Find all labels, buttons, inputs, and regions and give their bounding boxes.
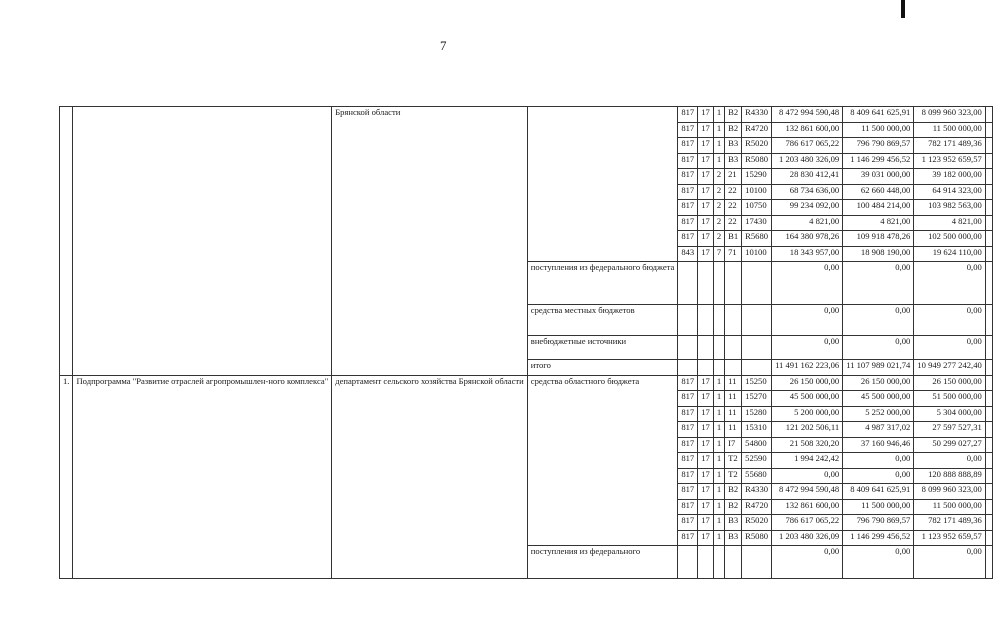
code-c4: 22 xyxy=(725,215,742,231)
empty-cell xyxy=(698,360,714,376)
empty-cell xyxy=(725,360,742,376)
code-c2: 17 xyxy=(698,391,714,407)
value-v2: 100 484 214,00 xyxy=(843,200,914,216)
code-c4: B2 xyxy=(725,499,742,515)
code-c5: 55680 xyxy=(742,468,772,484)
empty-cell xyxy=(985,391,992,407)
code-c3: 1 xyxy=(713,107,724,123)
value-v2: 0,00 xyxy=(843,262,914,305)
value-v2: 26 150 000,00 xyxy=(843,375,914,391)
value-v1: 99 234 092,00 xyxy=(772,200,843,216)
value-v3: 19 624 110,00 xyxy=(914,246,985,262)
code-c2: 17 xyxy=(698,122,714,138)
empty-cell xyxy=(985,153,992,169)
value-v1: 0,00 xyxy=(772,468,843,484)
code-c5: 54800 xyxy=(742,437,772,453)
value-v3: 11 500 000,00 xyxy=(914,499,985,515)
value-v2: 0,00 xyxy=(843,453,914,469)
code-c3: 1 xyxy=(713,484,724,500)
code-c1: 817 xyxy=(678,437,698,453)
value-v1: 786 617 065,22 xyxy=(772,515,843,531)
empty-cell xyxy=(985,546,992,579)
code-c5: R5080 xyxy=(742,530,772,546)
value-v3: 27 597 527,31 xyxy=(914,422,985,438)
empty-cell xyxy=(985,406,992,422)
value-v1: 4 821,00 xyxy=(772,215,843,231)
code-c2: 17 xyxy=(698,375,714,391)
empty-cell xyxy=(698,546,714,579)
code-c3: 1 xyxy=(713,375,724,391)
code-c2: 17 xyxy=(698,107,714,123)
code-c2: 17 xyxy=(698,422,714,438)
value-v3: 51 500 000,00 xyxy=(914,391,985,407)
value-v1: 0,00 xyxy=(772,336,843,360)
value-v3: 1 123 952 659,57 xyxy=(914,153,985,169)
value-v2: 4 987 317,02 xyxy=(843,422,914,438)
empty-cell xyxy=(742,360,772,376)
code-c1: 817 xyxy=(678,530,698,546)
value-v1: 5 200 000,00 xyxy=(772,406,843,422)
value-v1: 0,00 xyxy=(772,262,843,305)
empty-cell xyxy=(725,305,742,336)
value-v2: 11 500 000,00 xyxy=(843,499,914,515)
code-c5: 15270 xyxy=(742,391,772,407)
empty-cell xyxy=(985,107,992,123)
page-number: 7 xyxy=(440,38,447,53)
empty-cell xyxy=(985,437,992,453)
value-v2: 18 908 190,00 xyxy=(843,246,914,262)
code-c2: 17 xyxy=(698,484,714,500)
program-name-cell: Подпрограмма "Развитие отраслей агропромышлен-ного комплекса" xyxy=(73,375,332,579)
value-v2: 0,00 xyxy=(843,546,914,579)
empty-cell xyxy=(985,336,992,360)
empty-cell xyxy=(713,262,724,305)
value-v2: 796 790 869,57 xyxy=(843,515,914,531)
value-v2: 39 031 000,00 xyxy=(843,169,914,185)
code-c4: 22 xyxy=(725,184,742,200)
executor-cell: Брянской области xyxy=(332,107,528,376)
value-v2: 0,00 xyxy=(843,305,914,336)
code-c3: 1 xyxy=(713,138,724,154)
code-c2: 17 xyxy=(698,169,714,185)
code-c5: R4720 xyxy=(742,122,772,138)
code-c1: 817 xyxy=(678,422,698,438)
code-c2: 17 xyxy=(698,215,714,231)
empty-cell xyxy=(713,360,724,376)
code-c5: 15290 xyxy=(742,169,772,185)
code-c2: 17 xyxy=(698,138,714,154)
executor-cell: департамент сельского хозяйства Брянской области xyxy=(332,375,528,579)
empty-cell xyxy=(985,375,992,391)
code-c1: 817 xyxy=(678,515,698,531)
code-c2: 17 xyxy=(698,515,714,531)
value-v1: 121 202 506,11 xyxy=(772,422,843,438)
value-v1: 1 994 242,42 xyxy=(772,453,843,469)
code-c4: B3 xyxy=(725,138,742,154)
code-c1: 817 xyxy=(678,122,698,138)
value-v3: 4 821,00 xyxy=(914,215,985,231)
code-c3: 1 xyxy=(713,406,724,422)
code-c5: R5080 xyxy=(742,153,772,169)
value-v2: 796 790 869,57 xyxy=(843,138,914,154)
empty-cell xyxy=(678,336,698,360)
code-c3: 2 xyxy=(713,231,724,247)
empty-cell xyxy=(985,138,992,154)
value-v2: 0,00 xyxy=(843,336,914,360)
code-c5: 52590 xyxy=(742,453,772,469)
code-c3: 2 xyxy=(713,200,724,216)
value-v3: 0,00 xyxy=(914,546,985,579)
code-c5: 10100 xyxy=(742,246,772,262)
code-c1: 817 xyxy=(678,406,698,422)
empty-cell xyxy=(985,515,992,531)
code-c4: 11 xyxy=(725,422,742,438)
value-v3: 1 123 952 659,57 xyxy=(914,530,985,546)
code-c1: 817 xyxy=(678,138,698,154)
value-v1: 18 343 957,00 xyxy=(772,246,843,262)
code-c1: 817 xyxy=(678,499,698,515)
code-c4: T2 xyxy=(725,468,742,484)
code-c3: 1 xyxy=(713,391,724,407)
empty-cell xyxy=(985,530,992,546)
value-v1: 11 491 162 223,06 xyxy=(772,360,843,376)
code-c3: 1 xyxy=(713,437,724,453)
empty-cell xyxy=(678,546,698,579)
value-v1: 1 203 480 326,09 xyxy=(772,530,843,546)
value-v2: 8 409 641 625,91 xyxy=(843,107,914,123)
code-c2: 17 xyxy=(698,453,714,469)
scan-edge-mark xyxy=(901,0,905,18)
value-v2: 11 500 000,00 xyxy=(843,122,914,138)
empty-cell xyxy=(698,336,714,360)
empty-cell xyxy=(985,453,992,469)
code-c2: 17 xyxy=(698,437,714,453)
code-c3: 1 xyxy=(713,515,724,531)
value-v1: 68 734 636,00 xyxy=(772,184,843,200)
code-c1: 817 xyxy=(678,375,698,391)
empty-cell xyxy=(985,360,992,376)
empty-cell xyxy=(985,200,992,216)
code-c4: 21 xyxy=(725,169,742,185)
code-c1: 817 xyxy=(678,391,698,407)
value-v3: 782 171 489,36 xyxy=(914,515,985,531)
empty-cell xyxy=(678,360,698,376)
empty-cell xyxy=(985,246,992,262)
empty-cell xyxy=(713,336,724,360)
empty-cell xyxy=(725,546,742,579)
value-v2: 109 918 478,26 xyxy=(843,231,914,247)
value-v1: 164 380 978,26 xyxy=(772,231,843,247)
code-c3: 1 xyxy=(713,499,724,515)
code-c4: I7 xyxy=(725,437,742,453)
source-label: средства местных бюджетов xyxy=(527,305,678,336)
value-v2: 62 660 448,00 xyxy=(843,184,914,200)
source-label: внебюджетные источники xyxy=(527,336,678,360)
code-c1: 817 xyxy=(678,215,698,231)
code-c5: 15250 xyxy=(742,375,772,391)
code-c5: 15310 xyxy=(742,422,772,438)
program-name-cell xyxy=(73,107,332,376)
empty-cell xyxy=(742,336,772,360)
value-v2: 37 160 946,46 xyxy=(843,437,914,453)
source-label: итого xyxy=(527,360,678,376)
value-v3: 10 949 277 242,40 xyxy=(914,360,985,376)
code-c4: B3 xyxy=(725,515,742,531)
budget-table xyxy=(59,106,993,579)
empty-cell xyxy=(742,546,772,579)
code-c1: 817 xyxy=(678,184,698,200)
empty-cell xyxy=(985,422,992,438)
code-c5: R4720 xyxy=(742,499,772,515)
code-c5: 10750 xyxy=(742,200,772,216)
empty-cell xyxy=(985,215,992,231)
code-c3: 1 xyxy=(713,122,724,138)
value-v1: 45 500 000,00 xyxy=(772,391,843,407)
value-v3: 0,00 xyxy=(914,453,985,469)
value-v2: 4 821,00 xyxy=(843,215,914,231)
value-v3: 102 500 000,00 xyxy=(914,231,985,247)
code-c3: 1 xyxy=(713,530,724,546)
value-v3: 5 304 000,00 xyxy=(914,406,985,422)
value-v2: 1 146 299 456,52 xyxy=(843,153,914,169)
value-v2: 8 409 641 625,91 xyxy=(843,484,914,500)
code-c4: 71 xyxy=(725,246,742,262)
table-row xyxy=(60,107,993,123)
code-c4: 22 xyxy=(725,200,742,216)
empty-cell xyxy=(742,262,772,305)
code-c2: 17 xyxy=(698,246,714,262)
code-c2: 17 xyxy=(698,153,714,169)
empty-cell xyxy=(985,231,992,247)
code-c5: R5020 xyxy=(742,515,772,531)
code-c2: 17 xyxy=(698,200,714,216)
code-c4: 11 xyxy=(725,391,742,407)
code-c3: 2 xyxy=(713,215,724,231)
code-c2: 17 xyxy=(698,231,714,247)
code-c1: 817 xyxy=(678,153,698,169)
code-c4: B3 xyxy=(725,530,742,546)
value-v3: 39 182 000,00 xyxy=(914,169,985,185)
source-label: поступления из федерального бюджета xyxy=(527,262,678,305)
code-c4: B2 xyxy=(725,122,742,138)
table-row xyxy=(60,375,993,391)
row-number-cell xyxy=(60,107,73,376)
empty-cell xyxy=(698,305,714,336)
code-c5: 15280 xyxy=(742,406,772,422)
empty-cell xyxy=(725,336,742,360)
value-v3: 64 914 323,00 xyxy=(914,184,985,200)
value-v3: 8 099 960 323,00 xyxy=(914,107,985,123)
code-c1: 817 xyxy=(678,231,698,247)
code-c5: 10100 xyxy=(742,184,772,200)
empty-cell xyxy=(985,305,992,336)
value-v1: 786 617 065,22 xyxy=(772,138,843,154)
code-c4: 11 xyxy=(725,375,742,391)
source-cell: средства областного бюджета xyxy=(527,375,678,546)
empty-cell xyxy=(725,262,742,305)
value-v3: 50 299 027,27 xyxy=(914,437,985,453)
code-c2: 17 xyxy=(698,468,714,484)
code-c4: B3 xyxy=(725,153,742,169)
empty-cell xyxy=(698,262,714,305)
code-c2: 17 xyxy=(698,406,714,422)
value-v3: 11 500 000,00 xyxy=(914,122,985,138)
value-v1: 8 472 994 590,48 xyxy=(772,484,843,500)
value-v1: 21 508 320,20 xyxy=(772,437,843,453)
code-c1: 817 xyxy=(678,107,698,123)
value-v1: 1 203 480 326,09 xyxy=(772,153,843,169)
value-v3: 120 888 888,89 xyxy=(914,468,985,484)
empty-cell xyxy=(985,184,992,200)
value-v2: 0,00 xyxy=(843,468,914,484)
empty-cell xyxy=(713,305,724,336)
value-v3: 0,00 xyxy=(914,336,985,360)
empty-cell xyxy=(985,169,992,185)
empty-cell xyxy=(678,262,698,305)
empty-cell xyxy=(985,262,992,305)
empty-cell xyxy=(985,468,992,484)
value-v1: 0,00 xyxy=(772,546,843,579)
empty-cell xyxy=(985,122,992,138)
value-v3: 103 982 563,00 xyxy=(914,200,985,216)
code-c5: R5020 xyxy=(742,138,772,154)
code-c2: 17 xyxy=(698,530,714,546)
empty-cell xyxy=(985,499,992,515)
value-v2: 1 146 299 456,52 xyxy=(843,530,914,546)
value-v1: 132 861 600,00 xyxy=(772,122,843,138)
code-c1: 817 xyxy=(678,453,698,469)
value-v1: 0,00 xyxy=(772,305,843,336)
empty-cell xyxy=(678,305,698,336)
code-c4: T2 xyxy=(725,453,742,469)
code-c1: 817 xyxy=(678,169,698,185)
code-c3: 1 xyxy=(713,453,724,469)
code-c3: 7 xyxy=(713,246,724,262)
code-c4: B2 xyxy=(725,484,742,500)
value-v2: 11 107 989 021,74 xyxy=(843,360,914,376)
empty-cell xyxy=(713,546,724,579)
code-c4: B1 xyxy=(725,231,742,247)
code-c2: 17 xyxy=(698,499,714,515)
empty-cell xyxy=(742,305,772,336)
value-v2: 5 252 000,00 xyxy=(843,406,914,422)
row-number-cell: 1. xyxy=(60,375,73,579)
code-c1: 843 xyxy=(678,246,698,262)
code-c1: 817 xyxy=(678,484,698,500)
value-v3: 8 099 960 323,00 xyxy=(914,484,985,500)
value-v1: 26 150 000,00 xyxy=(772,375,843,391)
value-v3: 0,00 xyxy=(914,262,985,305)
code-c5: R5680 xyxy=(742,231,772,247)
code-c5: 17430 xyxy=(742,215,772,231)
value-v1: 8 472 994 590,48 xyxy=(772,107,843,123)
source-cell xyxy=(527,107,678,262)
code-c4: 11 xyxy=(725,406,742,422)
value-v1: 132 861 600,00 xyxy=(772,499,843,515)
code-c3: 1 xyxy=(713,422,724,438)
code-c1: 817 xyxy=(678,468,698,484)
code-c4: B2 xyxy=(725,107,742,123)
code-c3: 2 xyxy=(713,169,724,185)
code-c3: 2 xyxy=(713,184,724,200)
empty-cell xyxy=(985,484,992,500)
code-c2: 17 xyxy=(698,184,714,200)
code-c3: 1 xyxy=(713,468,724,484)
value-v3: 26 150 000,00 xyxy=(914,375,985,391)
value-v3: 0,00 xyxy=(914,305,985,336)
code-c1: 817 xyxy=(678,200,698,216)
value-v3: 782 171 489,36 xyxy=(914,138,985,154)
value-v2: 45 500 000,00 xyxy=(843,391,914,407)
code-c3: 1 xyxy=(713,153,724,169)
code-c5: R4330 xyxy=(742,484,772,500)
value-v1: 28 830 412,41 xyxy=(772,169,843,185)
source-label: поступления из федерального xyxy=(527,546,678,579)
code-c5: R4330 xyxy=(742,107,772,123)
